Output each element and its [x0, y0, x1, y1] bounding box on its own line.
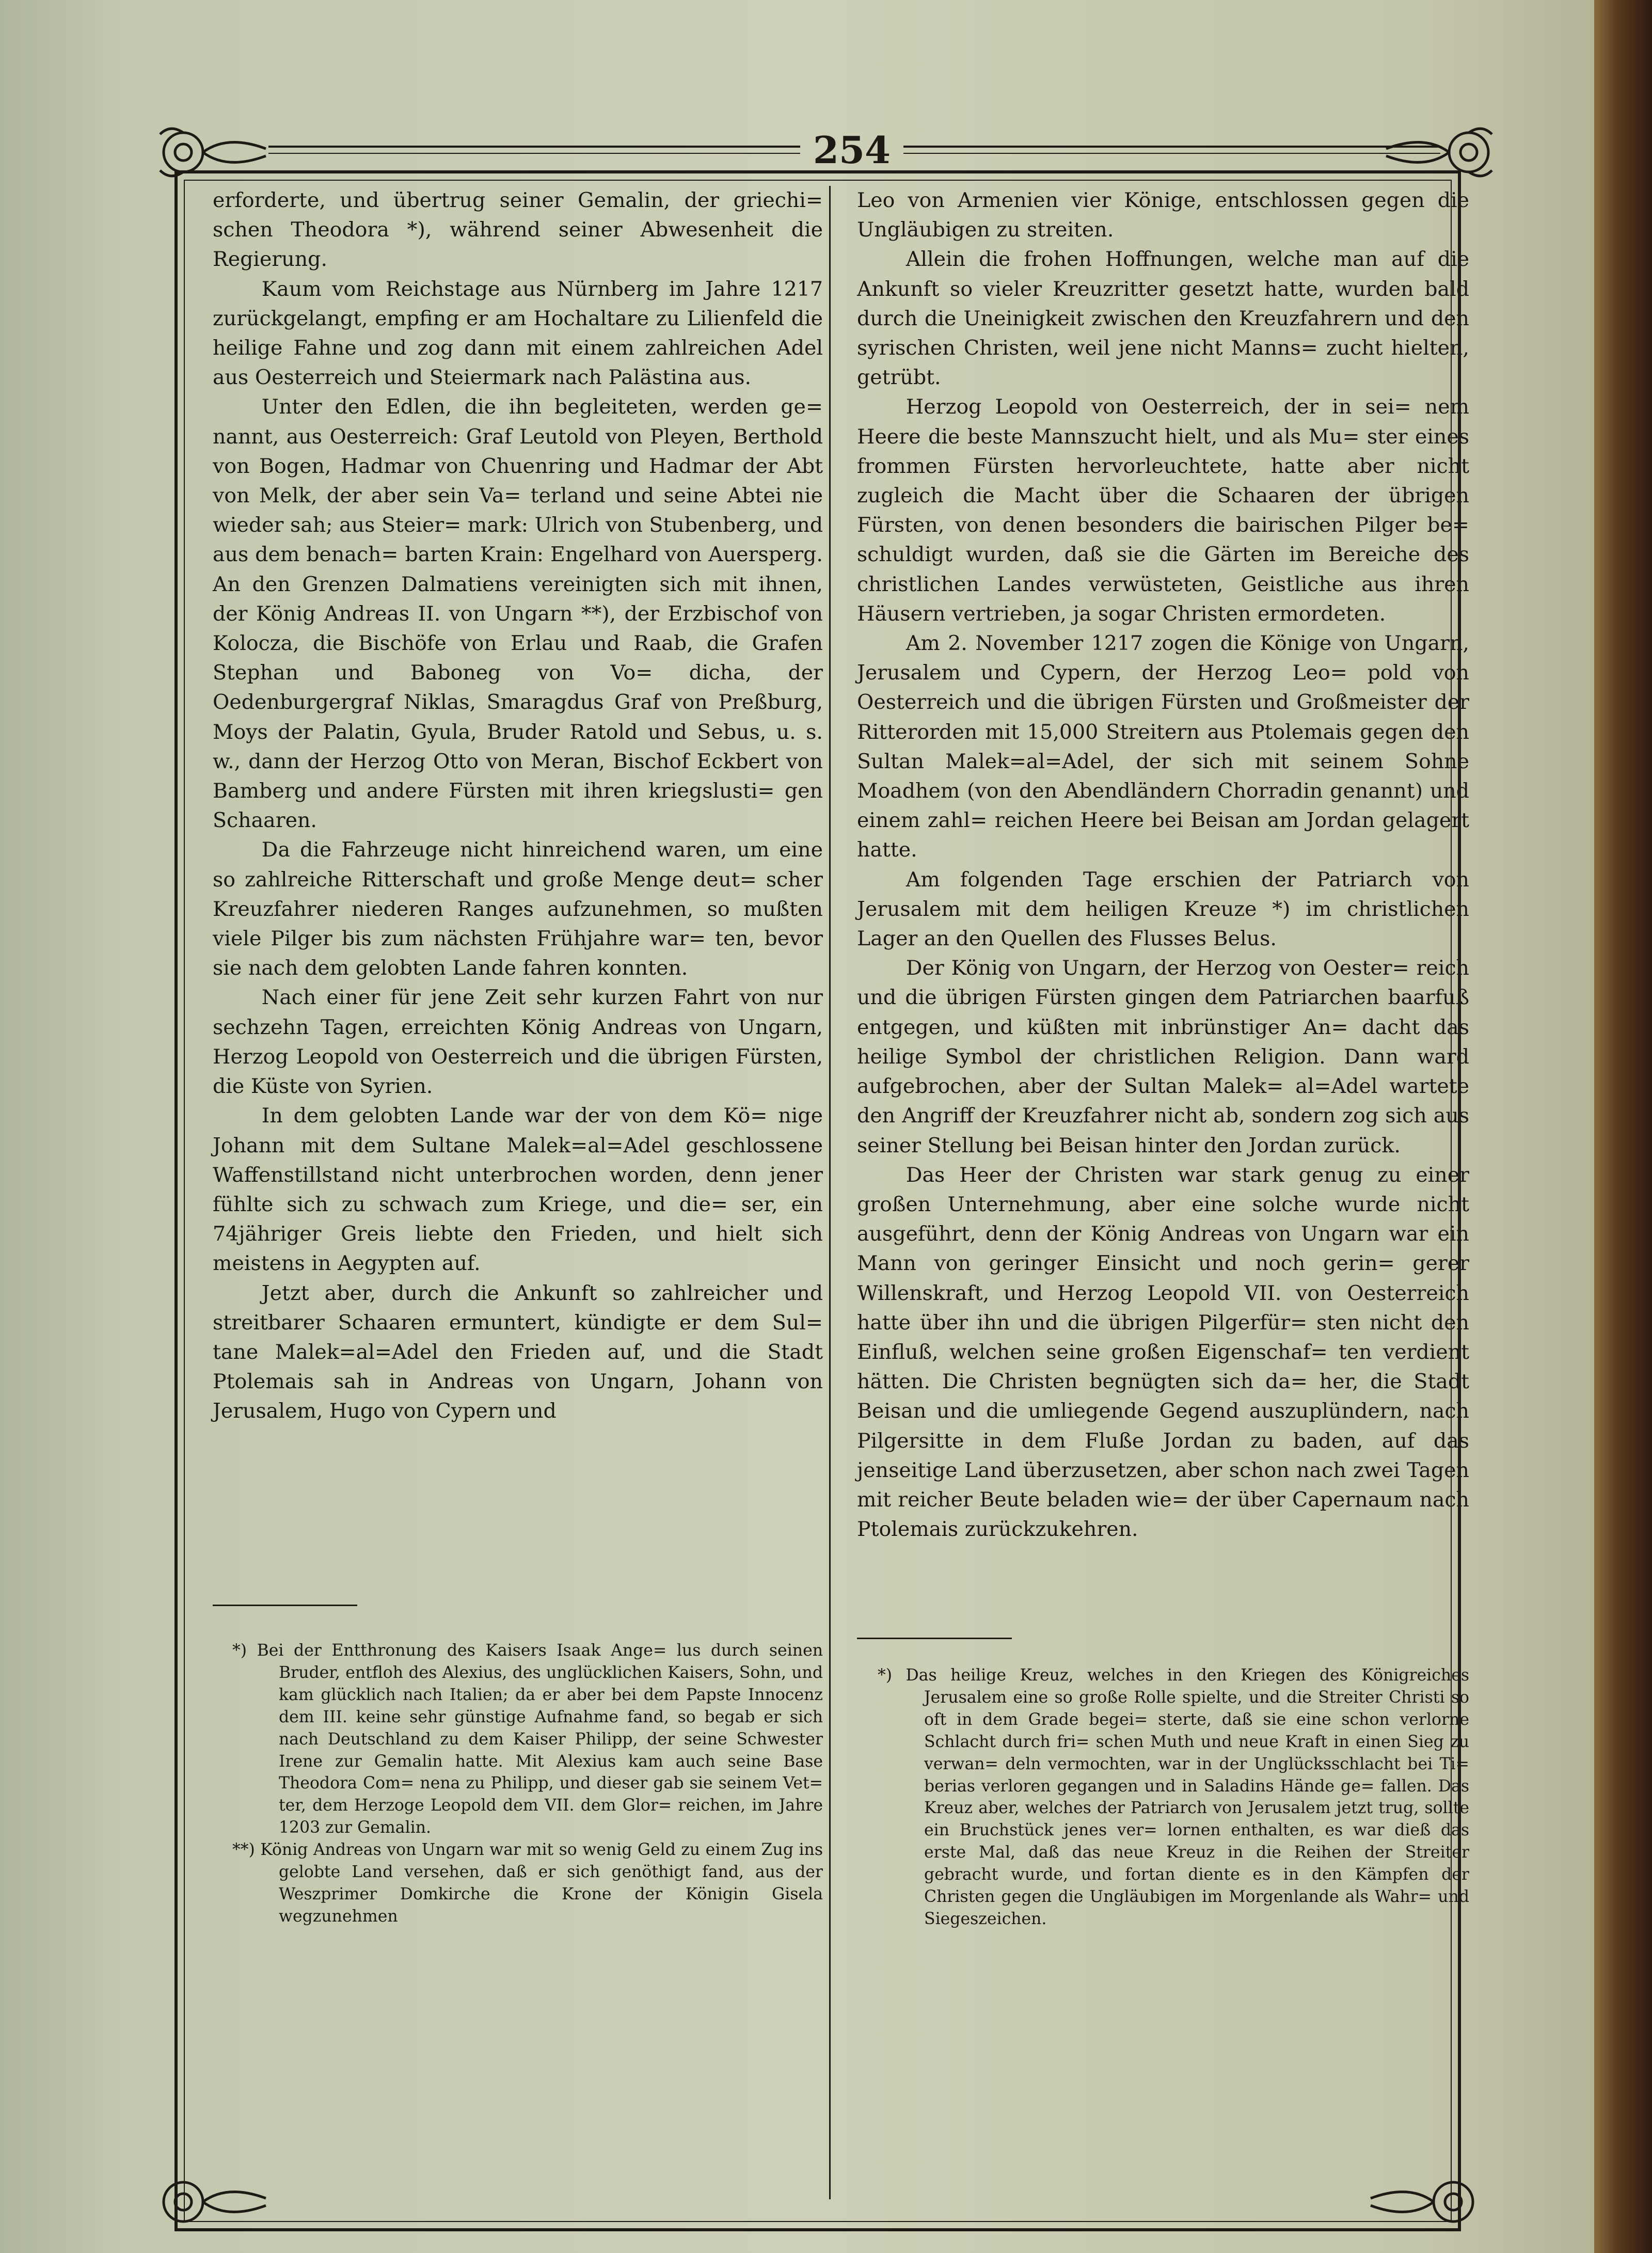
book-binding-edge	[1594, 0, 1652, 2253]
paragraph: Jetzt aber, durch die Ankunft so zahlreicher und streitbarer Schaaren ermuntert, kündigte er dem Sul= tane Malek=al=Adel den Frieden auf, und die Stadt Ptolemais sah in Andreas von Ungarn, Johann von Jerusalem, Hugo von Cypern und	[213, 1281, 823, 1423]
paragraph: Nach einer für jene Zeit sehr kurzen Fahrt von nur sechzehn Tagen, erreichten König Andreas von Ungarn, Herzog Leopold von Oesterreich und die übrigen Fürsten, die Küste von Syrien.	[213, 986, 823, 1099]
paragraph: Kaum vom Reichstage aus Nürnberg im Jahre 1217 zurückgelangt, empfing er am Hochaltare zu Lilienfeld die heilige Fahne und zog dann mit einem zahlreichen Adel aus Oesterreich und Steiermark nach Palästina aus.	[213, 277, 823, 390]
footnote: *) Das heilige Kreuz, welches in den Kriegen des Königreiches Jerusalem eine so große Rolle spielte, und die Streiter Christi so oft in dem Grade begei= sterte, daß sie eine schon verlorne Schlacht durch fri= schen Muth und neue Kraft in einen Sieg zu verwan= deln vermochten, war in der Unglücksschlacht bei Ti= berias verloren gegangen und in Saladins Hände ge= fallen. Das Kreuz aber, welches der Patriarch von Jerusalem jetzt trug, sollte ein Bruchstück jenes ver= lornen enthalten, es war dieß das erste Mal, daß das neue Kreuz in die Reihen der Streiter gebracht wurde, und fortan diente es in den Kämpfen der Christen gegen die Ungläubigen im Morgenlande als Wahr= und Siegeszeichen.	[878, 1666, 1469, 1928]
paragraph: Da die Fahrzeuge nicht hinreichend waren, um eine so zahlreiche Ritterschaft und große Menge deut= scher Kreuzfahrer niederen Ranges aufzunehmen, so mußten viele Pilger bis zum nächsten Frühjahre war= ten, bevor sie nach dem gelobten Lande fahren konnten.	[213, 838, 823, 980]
column-divider	[829, 186, 831, 2199]
paragraph: Am 2. November 1217 zogen die Könige von Ungarn, Jerusalem und Cypern, der Herzog Leo= pold von Oesterreich und die übrigen Fürsten und Großmeister der Ritterorden mit 15,000 Streitern aus Ptolemais gegen den Sultan Malek=al=Adel, der sich mit seinem Sohne Moadhem (von den Abendländern Chorradin genannt) und einem zahl= reichen Heere bei Beisan am Jordan gelagert hatte.	[857, 631, 1469, 862]
footnote-rule-right	[857, 1638, 1012, 1639]
scroll-ornament-icon	[155, 2173, 268, 2230]
header-rule-right-thin	[903, 153, 1440, 154]
paragraph: Leo von Armenien vier Könige, entschlossen gegen die Ungläubigen zu streiten.	[857, 188, 1469, 242]
header-rule-right	[903, 146, 1440, 148]
paragraph: Der König von Ungarn, der Herzog von Oester= reich und die übrigen Fürsten gingen dem Patriarchen baarfuß entgegen, und küßten mit inbrünstiger An= dacht das heilige Symbol der christlichen Religion. Dann ward aufgebrochen, aber der Sultan Malek= al=Adel wartete den Angriff der Kreuzfahrer nicht ab, sondern zog sich aus seiner Stellung bei Beisan hinter den Jordan zurück.	[857, 956, 1469, 1157]
paragraph: Herzog Leopold von Oesterreich, der in sei= nem Heere die beste Mannszucht hielt, und als Mu= ster eines frommen Fürsten hervorleuchtete, hatte aber nicht zugleich die Macht über die Schaaren der übrigen Fürsten, von denen besonders die bairischen Pilger be= schuldigt wurden, daß sie die Gärten im Bereiche des christlichen Landes verwüsteten, Geistliche aus ihren Häusern vertrieben, ja sogar Christen ermordeten.	[857, 395, 1469, 626]
footnote-rule-left	[213, 1605, 357, 1606]
footnote: **) König Andreas von Ungarn war mit so wenig Geld zu einem Zug ins gelobte Land versehen, daß er sich genöthigt fand, aus der Weszprimer Domkirche die Krone der Königin Gisela wegzunehmen	[232, 1841, 823, 1926]
scroll-ornament-icon	[1384, 124, 1497, 181]
header-rule-left	[268, 146, 800, 148]
paragraph: erforderte, und übertrug seiner Gemalin, der griechi= schen Theodora *), während seiner Abwesenheit die Regierung.	[213, 188, 823, 272]
paragraph: Das Heer der Christen war stark genug zu einer großen Unternehmung, aber eine solche wurde nicht ausgeführt, denn der König Andreas von Ungarn war ein Mann von geringer Einsicht und noch gerin= gerer Willenskraft, und Herzog Leopold VII. von Oesterreich hatte über ihn und die übrigen Pilgerfür= sten nicht den Einfluß, welchen seine großen Eigenschaf= ten verdient hätten. Die Christen begnügten sich da= her, die Stadt Beisan und die umliegende Gegend auszuplündern, nach Pilgersitte in dem Fluße Jordan zu baden, auf das jenseitige Land überzusetzen, aber schon nach zwei Tagen mit reicher Beute beladen wie= der über Capernaum nach Ptolemais zurückzukehren.	[857, 1163, 1469, 1542]
paragraph: In dem gelobten Lande war der von dem Kö= nige Johann mit dem Sultane Malek=al=Adel geschlossene Waffenstillstand nicht unterbrochen worden, denn jener fühlte sich zu schwach zum Kriege, und die= ser, ein 74jähriger Greis liebte den Frieden, und hielt sich meistens in Aegypten auf.	[213, 1104, 823, 1276]
page-number: 254	[813, 128, 891, 172]
left-footnotes	[232, 1640, 823, 1928]
right-footnotes	[878, 1664, 1469, 1930]
scroll-ornament-icon	[1368, 2173, 1482, 2230]
right-column	[857, 186, 1469, 1544]
header-rule-left-thin	[268, 153, 800, 154]
paragraph: Allein die frohen Hoffnungen, welche man auf die Ankunft so vieler Kreuzritter gesetzt hatte, wurden bald durch die Uneinigkeit zwischen den Kreuzfahrern und den syrischen Christen, weil jene nicht Manns= zucht hielten, getrübt.	[857, 247, 1469, 390]
scroll-ornament-icon	[155, 124, 268, 181]
paragraph: Am folgenden Tage erschien der Patriarch von Jerusalem mit dem heiligen Kreuze *) im christlichen Lager an den Quellen des Flusses Belus.	[857, 867, 1469, 951]
footnote: *) Bei der Entthronung des Kaisers Isaak Ange= lus durch seinen Bruder, entfloh des Alexius, des unglücklichen Kaisers, Sohn, und kam glücklich nach Italien; da er aber bei dem Papste Innocenz dem III. keine sehr günstige Aufnahme fand, so begab er sich nach Deutschland zu dem Kaiser Philipp, der seine Schwester Irene zur Gemalin hatte. Mit Alexius kam auch seine Base Theodora Com= nena zu Philipp, und dieser gab sie seinem Vet= ter, dem Herzoge Leopold dem VII. dem Glor= reichen, im Jahre 1203 zur Gemalin.	[232, 1641, 823, 1837]
paragraph: Unter den Edlen, die ihn begleiteten, werden ge= nannt, aus Oesterreich: Graf Leutold von Pleyen, Berthold von Bogen, Hadmar von Chuenring und Hadmar der Abt von Melk, der aber sein Va= terland und seine Abtei nie wieder sah; aus Steier= mark: Ulrich von Stubenberg, und aus dem benach= barten Krain: Engelhard von Auersperg. An den Grenzen Dalmatiens vereinigten sich mit ihnen, der König Andreas II. von Ungarn **), der Erzbischof von Kolocza, die Bischöfe von Erlau und Raab, die Grafen Stephan und Baboneg von Vo= dicha, der Oedenburgergraf Niklas, Smaragdus Graf von Preßburg, Moys der Palatin, Gyula, Bruder Ratold und Sebus, u. s. w., dann der Herzog Otto von Meran, Bischof Eckbert von Bamberg und andere Fürsten mit ihren kriegslusti= gen Schaaren.	[213, 395, 823, 833]
left-column	[213, 186, 823, 1426]
